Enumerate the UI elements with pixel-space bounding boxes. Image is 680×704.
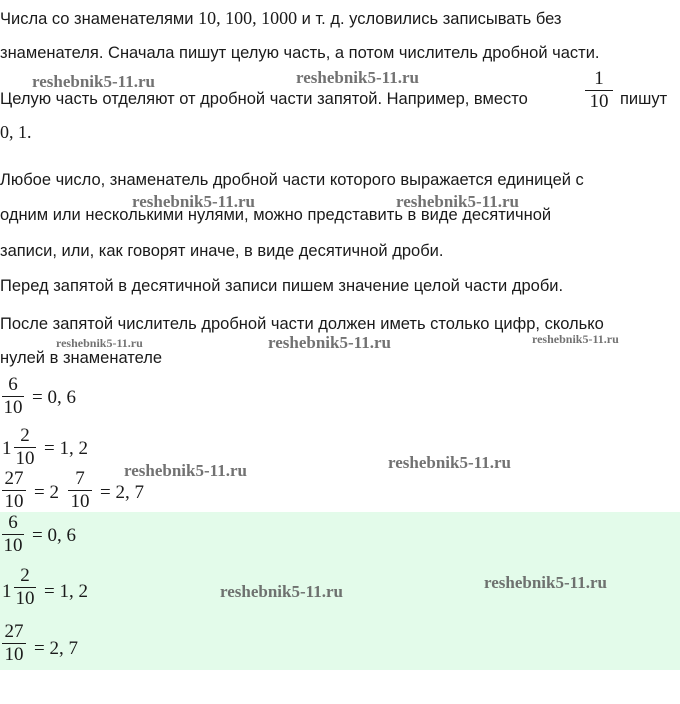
watermark: reshebnik5-11.ru <box>296 68 419 87</box>
paragraph-4-line-1: После запятой числитель дробной части должен иметь столько цифр, сколько <box>0 315 604 333</box>
answer-2-whole: 1 <box>2 581 12 602</box>
answer-2-result: = 1, 2 <box>44 581 88 602</box>
example-3-mixed-fraction: 7 10 <box>68 469 92 512</box>
example-2-whole: 1 <box>2 438 12 459</box>
paragraph-2-line-2: одним или несколькими нулями, можно представить в виде десятичной <box>0 206 552 224</box>
paragraph-4-line-2: нулей в знаменателе <box>0 349 163 367</box>
answer-1-fraction: 6 10 <box>3 512 23 557</box>
fraction-one-tenth: 1 10 <box>585 69 613 112</box>
watermark: reshebnik5-11.ru <box>32 72 155 91</box>
paragraph-1-line-3b: пишут <box>620 90 668 108</box>
paragraph-1-line-2: знаменателя. Сначала пишут целую часть, а потом числитель дробной части. <box>0 44 600 62</box>
answer-3-result: = 2, 7 <box>34 638 78 659</box>
example-3-result: = 2, 7 <box>100 482 144 503</box>
watermark: reshebnik5-11.ru <box>388 453 511 472</box>
watermark: reshebnik5-11.ru <box>220 582 343 601</box>
watermark: reshebnik5-11.ru <box>396 192 519 211</box>
paragraph-2-line-1: Любое число, знаменатель дробной части которого выражается единицей с <box>0 171 584 189</box>
example-1-result: = 0, 6 <box>32 387 76 408</box>
paragraph-3-line-1: Перед запятой в десятичной записи пишем значение целой части дроби. <box>0 277 564 295</box>
watermark: reshebnik5-11.ru <box>484 573 607 592</box>
answer-1-result: = 0, 6 <box>32 525 76 546</box>
paragraph-2-line-3: записи, или, как говорят иначе, в виде десятичной дроби. <box>0 242 444 260</box>
example-2-result: = 1, 2 <box>44 438 88 459</box>
watermark: reshebnik5-11.ru <box>532 332 619 346</box>
example-1-fraction: 6 10 <box>3 374 23 419</box>
answer-3-fraction: 27 10 <box>2 622 26 665</box>
example-3-fraction: 27 10 <box>2 469 26 512</box>
paragraph-1-line-4: 0, 1. <box>0 122 32 142</box>
answer-2-fraction: 2 10 <box>15 565 35 610</box>
paragraph-1-line-1: Числа со знаменателями 10, 100, 1000 и т. д. условились записывать без <box>0 8 562 28</box>
watermark: reshebnik5-11.ru <box>124 461 247 480</box>
watermark: reshebnik5-11.ru <box>268 333 391 352</box>
watermark: reshebnik5-11.ru <box>132 192 255 211</box>
example-3-eq-2: = 2 <box>34 482 59 503</box>
watermark: reshebnik5-11.ru <box>56 336 143 350</box>
paragraph-1-line-3a: Целую часть отделяют от дробной части запятой. Например, вместо <box>0 90 528 108</box>
example-2-fraction: 2 10 <box>15 425 35 470</box>
